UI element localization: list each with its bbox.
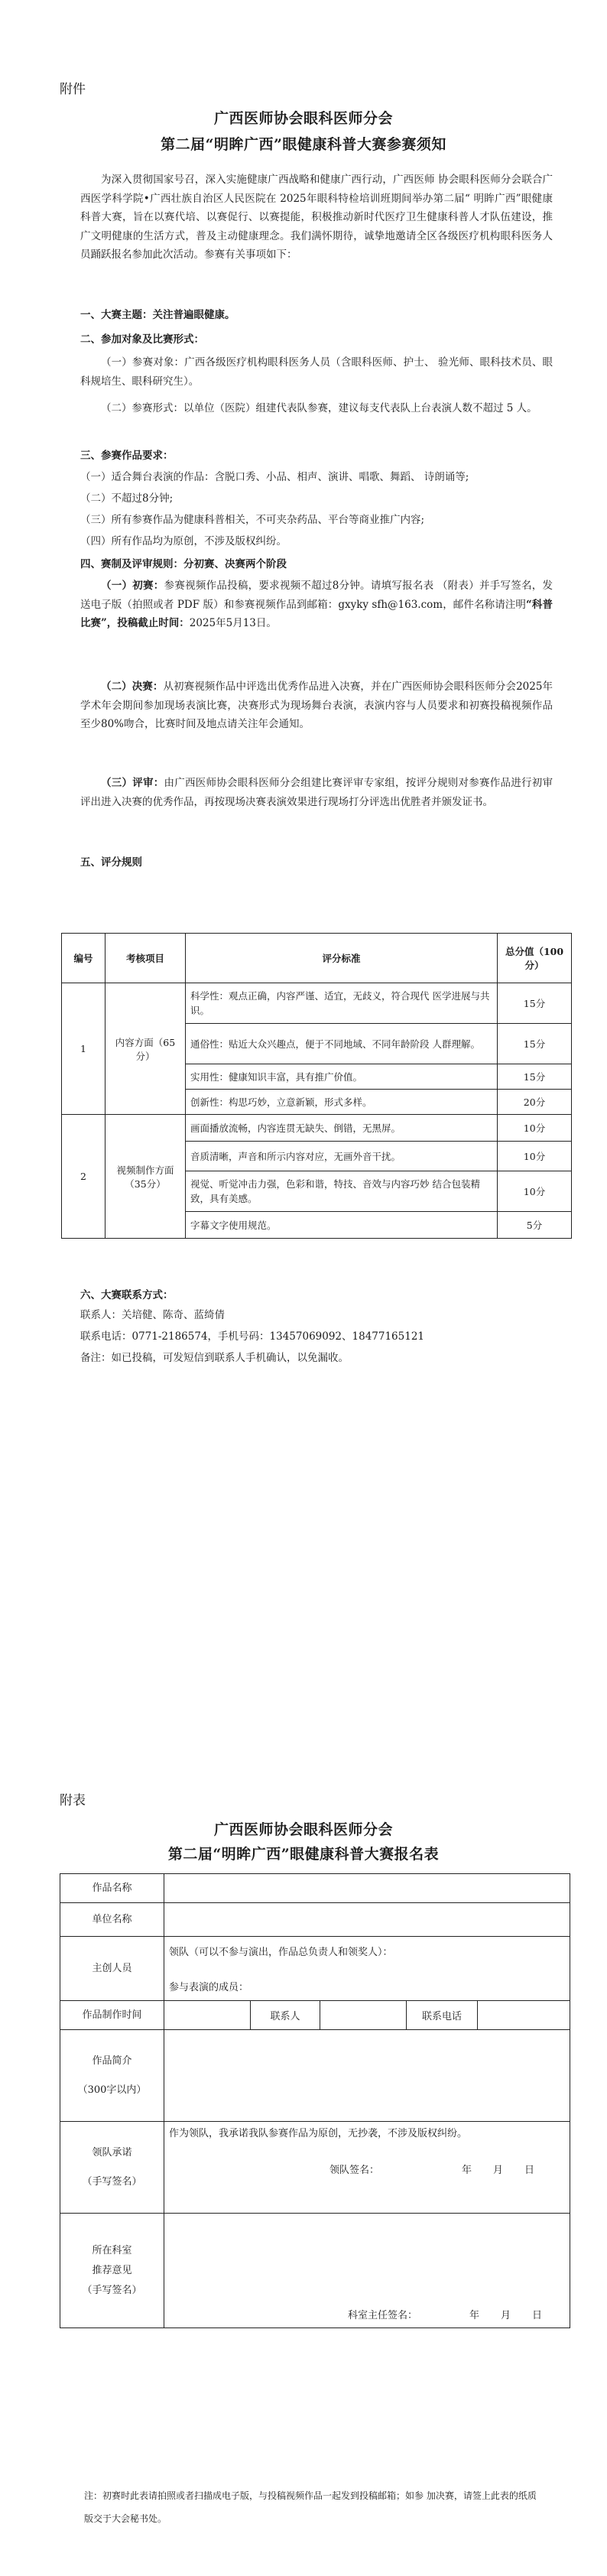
registration-form [60, 1873, 570, 2328]
requirement-item: （四）所有作品均为原创，不涉及版权纠纷。 [80, 535, 287, 547]
intro-field[interactable] [164, 2030, 570, 2122]
criteria-cell: 实用性：健康知识丰富，具有推广价值。 [186, 1064, 498, 1090]
intro-label-cell [60, 2030, 164, 2122]
preliminary-lead: （一）初赛： [101, 580, 164, 592]
pledge-sign-note: （手写签名） [82, 2175, 142, 2188]
leader-hint: 领队（可以不参与演出，作品总负责人和领奖人）： [169, 1947, 393, 1958]
unit-name-label: 单位名称 [60, 1903, 164, 1937]
requirement-item: （三）所有参赛作品为健康科普相关，不可夹杂药品、平台等商业推广内容; [80, 514, 425, 526]
review-paragraph [80, 774, 553, 811]
pledge-text: 作为领队，我承诺我队参赛作品为原创，无抄袭，不涉及版权纠纷。 [169, 2128, 468, 2139]
dept-sign-line [169, 2307, 565, 2321]
notice-title-line2: 第二届“明眸广西”眼健康科普大赛参赛须知 [161, 136, 446, 153]
contact-person-field[interactable] [320, 2001, 407, 2030]
members-hint: 参与表演的成员： [169, 1982, 249, 1993]
score-cell: 10分 [498, 1142, 572, 1171]
date-day: 日 [524, 2165, 534, 2176]
form-footnote: 注：初赛时此表请拍照或者扫描成电子版，与投稿视频作品一起发到投稿邮箱；如参 加决赛，请签上此表的纸质版交于大会秘书处。 [84, 2490, 537, 2524]
criteria-cell: 通俗性：贴近大众兴趣点，便于不同地域、不同年龄阶段 人群理解。 [186, 1024, 498, 1064]
table-row [62, 983, 572, 1024]
work-name-field[interactable] [164, 1874, 570, 1903]
group-number: 2 [62, 1115, 105, 1239]
work-name-label: 作品名称 [60, 1874, 164, 1903]
date-month: 月 [492, 2165, 503, 2176]
form-row [60, 1874, 570, 1903]
dept-label-line2: 推荐意见 [92, 2264, 132, 2276]
creators-label: 主创人员 [60, 1937, 164, 2001]
form-row [60, 1937, 570, 2001]
preliminary-paragraph [80, 577, 553, 633]
date-year: 年 [469, 2310, 479, 2321]
contact-people: 联系人：关培健、陈奇、蓝绮倩 [80, 1309, 225, 1321]
col-header-total: 总分值（100 分） [498, 934, 572, 983]
group-item: 内容方面（65分） [105, 983, 186, 1115]
table-row [62, 1115, 572, 1142]
group-item: 视频制作方面（35分） [105, 1115, 186, 1239]
contact-phone-field[interactable] [478, 2001, 570, 2030]
form-row [60, 2122, 570, 2214]
leader-sign-label: 领队签名： [329, 2165, 379, 2176]
requirement-item: （一）适合舞台表演的作品：含脱口秀、小品、相声、演讲、唱歌、舞蹈、 诗朗诵等; [80, 471, 469, 483]
notice-intro: 为深入贯彻国家号召，深入实施健康广西战略和健康广西行动，广西医师 协会眼科医师分会联合广西医学科学院•广西壮族自治区人民医院在 2025年眼科特检培训班期间举办第二届“ 明眸广西”眼健康科普大赛，旨在以赛代培、以赛促行、以赛提能，积极推动新时代医疗卫生健康科普人才队伍建设，推广文明健康的生活方式，普及主动健康理念。我们满怀期待，诚挚地邀请全区各级医疗机构眼科医务人员踊跃报名参加此次活动。参赛有关事项如下： [80, 174, 553, 261]
dept-sign-label: 科室主任签名： [347, 2310, 417, 2321]
registration-page [0, 1782, 607, 2576]
attachment-label: 附件 [60, 82, 86, 97]
section3-heading: 三、参赛作品要求： [80, 450, 174, 462]
pledge-label: 领队承诺 [92, 2146, 132, 2159]
contact-phone-label: 联系电话 [407, 2001, 478, 2030]
criteria-cell: 画面播放流畅，内容连贯无缺失、倒错，无黑屏。 [186, 1115, 498, 1142]
intro-label: 作品简介 [92, 2055, 132, 2067]
score-cell: 15分 [498, 983, 572, 1024]
preliminary-date: 2025年5月13日。 [189, 617, 277, 629]
score-cell: 20分 [498, 1090, 572, 1115]
intro-limit: （300字以内） [77, 2084, 147, 2096]
final-lead: （二）决赛： [101, 681, 164, 693]
participants-paragraph: （一）参赛对象：广西各级医疗机构眼科医务人员（含眼科医师、护士、 验光师、眼科技术员、眼科规培生、眼科研究生）。 [80, 356, 553, 388]
leader-sign-line [169, 2162, 565, 2180]
date-month: 月 [500, 2310, 511, 2321]
score-cell: 15分 [498, 1064, 572, 1090]
criteria-cell: 科学性：观点正确，内容严谨、适宜，无歧义，符合现代 医学进展与共识。 [186, 983, 498, 1024]
section4-heading: 四、赛制及评审规则：分初赛、决赛两个阶段 [80, 558, 287, 570]
final-paragraph [80, 677, 553, 734]
score-cell: 10分 [498, 1115, 572, 1142]
preliminary-deadline: “科普比赛”，投稿截止时间： [80, 598, 553, 629]
criteria-cell: 字幕文字使用规范。 [186, 1212, 498, 1239]
section6-heading: 六、大赛联系方式： [80, 1289, 174, 1301]
requirement-item: （二）不超过8分钟; [80, 492, 174, 505]
score-cell: 5分 [498, 1212, 572, 1239]
criteria-cell: 视觉、听觉冲击力强，色彩和谐，特技、音效与内容巧妙 结合包装精致，具有美感。 [186, 1171, 498, 1212]
dept-sign-note: （手写签名） [82, 2284, 142, 2296]
notice-title-line1: 广西医师协会眼科医师分会 [213, 110, 393, 127]
criteria-cell: 创新性：构思巧妙，立意新颖，形式多样。 [186, 1090, 498, 1115]
col-header-criteria: 评分标准 [186, 934, 498, 983]
production-time-label: 作品制作时间 [60, 2001, 164, 2030]
score-cell: 15分 [498, 1024, 572, 1064]
form-row [60, 2030, 570, 2122]
preliminary-text: 参赛视频作品投稿，要求视频不超过8分钟。请填写报名表 （附表）并手写签名，发送电子版（拍照或者 PDF 版）和参赛视频作品到邮箱：gxyky sfh@163.com，邮件名称请注明 [80, 580, 553, 611]
format-paragraph: （二）参赛形式：以单位（医院）组建代表队参赛，建议每支代表队上台表演人数不超过 5 人。 [101, 402, 537, 414]
production-time-field[interactable] [164, 2001, 251, 2030]
form-row [60, 1903, 570, 1937]
contact-phone: 联系电话：0771-2186574，手机号码：13457069092、18477165121 [80, 1330, 425, 1343]
pledge-field[interactable] [164, 2122, 570, 2214]
col-header-item: 考核项目 [105, 934, 186, 983]
form-attachment-label: 附表 [60, 1793, 86, 1808]
contact-person-label: 联系人 [251, 2001, 320, 2030]
table-header-row [62, 934, 572, 983]
review-lead: （三）评审： [101, 777, 164, 789]
dept-label-line1: 所在科室 [92, 2244, 132, 2256]
date-day: 日 [531, 2310, 542, 2321]
section2-heading: 二、参加对象及比赛形式： [80, 333, 204, 346]
criteria-cell: 音质清晰，声音和所示内容对应，无画外音干扰。 [186, 1142, 498, 1171]
final-text: 从初赛视频作品中评选出优秀作品进入决赛，并在广西医师协会眼科医师分会2025年学术年会期间参加现场表演比赛，决赛形式为现场舞台表演，表演内容与人员要求和初赛投稿视频作品至少80%吻合，比赛时间及地点请关注年会通知。 [80, 681, 553, 730]
form-row [60, 2214, 570, 2328]
creators-field[interactable] [164, 1937, 570, 2001]
form-title-line1: 广西医师协会眼科医师分会 [213, 1821, 393, 1838]
section1-heading: 一、大赛主题：关注普遍眼健康。 [80, 309, 235, 321]
form-row [60, 2001, 570, 2030]
scoring-table [61, 933, 572, 1239]
review-text: 由广西医师协会眼科医师分会组建比赛评审专家组，按评分规则对参赛作品进行初审评出进入决赛的优秀作品，再按现场决赛表演效果进行现场打分评选出优胜者并颁发证书。 [80, 777, 553, 808]
contact-note: 备注：如已投稿，可发短信到联系人手机确认，以免漏收。 [80, 1352, 349, 1364]
col-header-no: 编号 [62, 934, 105, 983]
score-cell: 10分 [498, 1171, 572, 1212]
group-number: 1 [62, 983, 105, 1115]
dept-label-cell [60, 2214, 164, 2328]
form-title-line2: 第二届“明眸广西”眼健康科普大赛报名表 [167, 1846, 440, 1863]
date-year: 年 [461, 2165, 472, 2176]
unit-name-field[interactable] [164, 1903, 570, 1937]
dept-field[interactable] [164, 2214, 570, 2328]
pledge-label-cell [60, 2122, 164, 2214]
section5-heading: 五、评分规则 [80, 856, 142, 869]
